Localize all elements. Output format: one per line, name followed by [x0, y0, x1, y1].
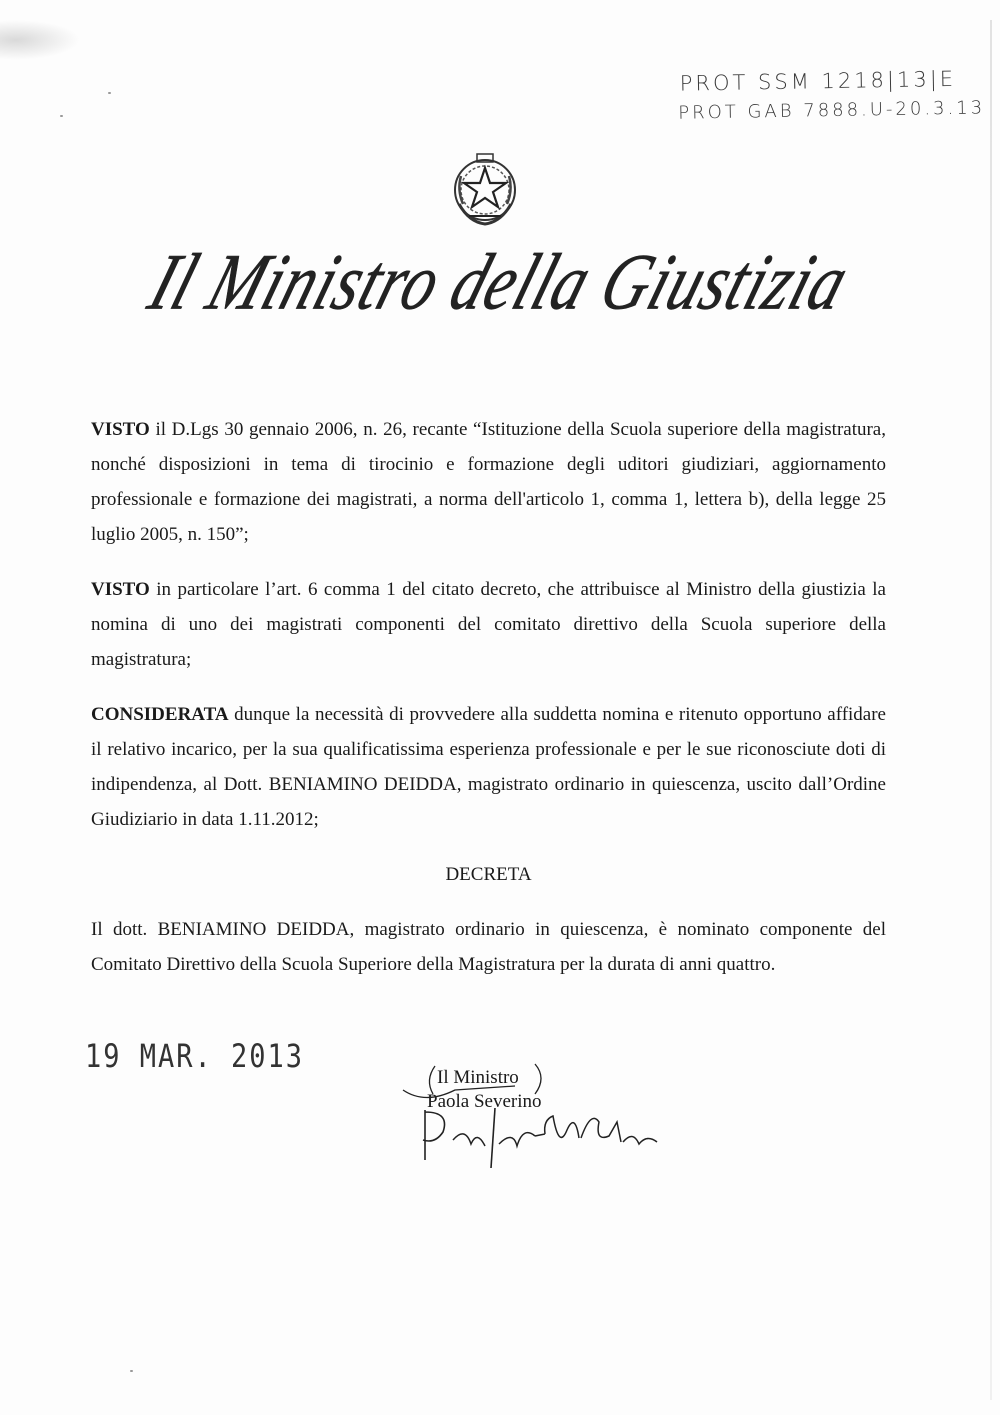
paragraph-text: in particolare l’art. 6 comma 1 del citato decreto, che attribuisce al Ministro della giustizia la nomina di uno dei magistrati componenti del comitato direttivo della Scuola superiore della magistratura; [91, 579, 886, 670]
decree-body [91, 412, 886, 1002]
paragraph-visto-art6 [91, 572, 886, 677]
protocol-line-gab: PROT GAB 7888.U-20.3.13 [678, 97, 986, 124]
paragraph-visto-dlgs [91, 412, 886, 552]
paragraph-lead: VISTO [91, 419, 150, 440]
scan-speck [60, 115, 63, 117]
paragraph-lead: CONSIDERATA [91, 704, 229, 725]
scan-speck [130, 1370, 133, 1372]
signature-block [395, 1060, 675, 1170]
scan-edge [990, 20, 992, 1400]
protocol-line-ssm: PROT SSM 1218|13|E [679, 66, 957, 96]
date-stamp: 19 MAR. 2013 [85, 1038, 305, 1076]
scan-speck [108, 92, 111, 94]
paragraph-lead: VISTO [91, 579, 150, 600]
italian-republic-emblem-icon [449, 152, 521, 228]
paragraph-text: dunque la necessità di provvedere alla suddetta nomina e ritenuto opportuno affidare il relativo incarico, per la sua qualificatissima esperienza professionale e per le sue riconosciute doti di indipendenza, al Dott. BENIAMINO DEIDDA, magistrato ordinario in quiescenza, uscito dall’Ordine Giudiziario in data 1.11.2012; [91, 704, 886, 830]
scan-smudge [0, 20, 80, 60]
paragraph-considerata [91, 697, 886, 837]
protocol-annotation [679, 63, 985, 128]
paragraph-text: il D.Lgs 30 gennaio 2006, n. 26, recante “Istituzione della Scuola superiore della magistratura, nonché disposizioni in tema di tirocinio e formazione degli uditori giudiziari, aggiornamento professionale e formazione dei magistrati, a norma dell'articolo 1, comma 1, lettera b), della legge 25 luglio 2005, n. 150”; [91, 419, 886, 545]
signatory-name: Paola Severino [427, 1091, 542, 1112]
decreta-heading: DECRETA [445, 864, 532, 885]
handwritten-signature [395, 1060, 675, 1170]
decree-provision: Il dott. BENIAMINO DEIDDA, magistrato ordinario in quiescenza, è nominato componente del Comitato Direttivo della Scuola Superiore della Magistratura per la durata di anni quattro. [91, 919, 886, 975]
signatory-title: Il Ministro [437, 1067, 519, 1088]
ministry-masthead: Il Ministro della Giustizia [139, 237, 860, 326]
